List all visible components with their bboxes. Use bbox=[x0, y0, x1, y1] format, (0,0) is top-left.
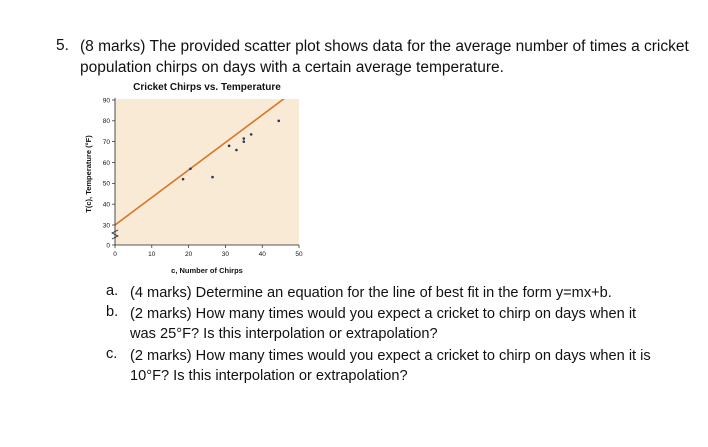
y-tick-label: 90 bbox=[102, 97, 110, 105]
y-tick-label: 50 bbox=[102, 180, 110, 188]
y-tick-label: 70 bbox=[102, 138, 110, 146]
y-tick-label: 40 bbox=[102, 201, 110, 209]
y-axis-label: T(c), Temperature (°F) bbox=[84, 135, 93, 213]
x-tick-label: 20 bbox=[184, 251, 193, 258]
y-tick-label: 0 bbox=[106, 242, 110, 250]
part-c-letter: c. bbox=[106, 346, 118, 362]
part-a-text-line-1: (4 marks) Determine an equation for the line of best fit in the form y=mx+b. bbox=[130, 285, 612, 301]
data-point bbox=[189, 167, 192, 170]
x-tick-label: 50 bbox=[295, 251, 303, 258]
y-tick-label: 60 bbox=[102, 159, 110, 167]
scatter-chart bbox=[80, 78, 312, 278]
data-point bbox=[235, 149, 238, 152]
data-point bbox=[211, 176, 214, 179]
part-c-text-line-2: 10°F? Is this interpolation or extrapolation? bbox=[130, 368, 408, 384]
part-c-text-line-1: (2 marks) How many times would you expect a cricket to chirp on days when it is bbox=[130, 348, 651, 364]
plot-background bbox=[115, 99, 299, 245]
x-tick-label: 30 bbox=[221, 251, 230, 258]
data-point bbox=[228, 145, 231, 148]
part-b-text-line-2: was 25°F? Is this interpolation or extrapolation? bbox=[130, 326, 438, 342]
part-b-letter: b. bbox=[106, 304, 119, 320]
question-number: 5. bbox=[56, 37, 69, 54]
question-text-line-1: (8 marks) The provided scatter plot shows data for the average number of times a cricket bbox=[80, 38, 689, 55]
chart-plot-area bbox=[103, 88, 303, 259]
x-tick-label: 10 bbox=[148, 251, 156, 258]
part-b-text-line-1: (2 marks) How many times would you expect a cricket to chirp on days when it bbox=[130, 306, 637, 322]
y-tick-label: 30 bbox=[102, 222, 110, 230]
data-point bbox=[243, 140, 246, 143]
part-a-letter: a. bbox=[106, 283, 119, 299]
data-point bbox=[243, 137, 246, 140]
x-tick-label: 40 bbox=[258, 251, 266, 258]
x-axis-label: c, Number of Chirps bbox=[171, 266, 243, 275]
data-point bbox=[277, 120, 280, 123]
data-point bbox=[250, 133, 253, 136]
data-point bbox=[182, 178, 185, 181]
y-tick-label: 80 bbox=[102, 118, 110, 126]
question-text-line-2: population chirps on days with a certain average temperature. bbox=[80, 59, 504, 76]
chart-title: Cricket Chirps vs. Temperature bbox=[133, 82, 281, 93]
x-tick-label: 0 bbox=[113, 251, 117, 258]
